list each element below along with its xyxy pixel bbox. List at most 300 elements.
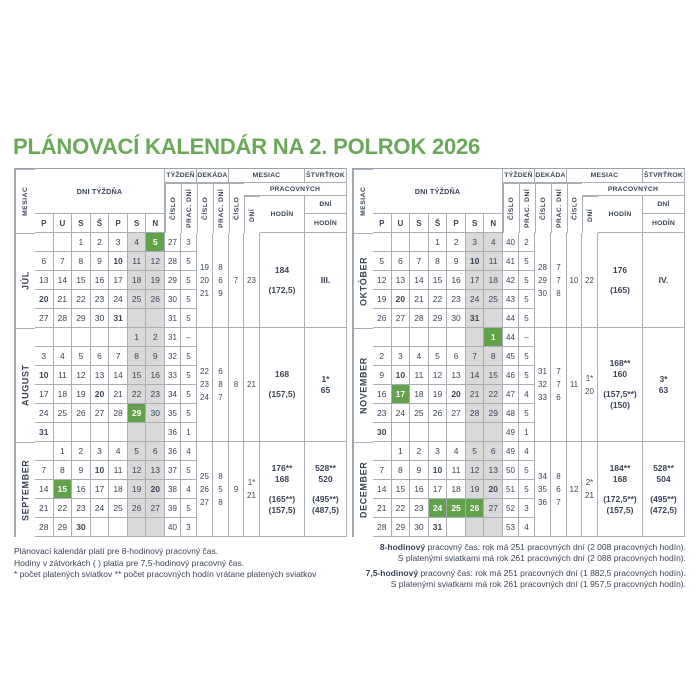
empty-day-cell bbox=[429, 423, 448, 442]
day-cell: 11 bbox=[128, 252, 147, 271]
day-cell: 10 bbox=[91, 461, 110, 480]
quarter-summary-line: 63 bbox=[658, 384, 669, 395]
empty-day-cell bbox=[392, 233, 411, 252]
day-cell: 31 bbox=[466, 309, 485, 328]
header-stvrtrok-hodin: HODÍN bbox=[305, 214, 347, 233]
month-working-days bbox=[582, 233, 598, 328]
day-cell: 12 bbox=[128, 461, 147, 480]
week-working-days: 1 bbox=[519, 423, 535, 442]
day-cell: 19 bbox=[466, 480, 485, 499]
day-cell: 28 bbox=[35, 518, 54, 537]
day-cell: 3 bbox=[35, 347, 54, 366]
day-cell: 14 bbox=[373, 480, 392, 499]
day-cell: 25 bbox=[54, 404, 73, 423]
day-cell: 7 bbox=[373, 461, 392, 480]
day-cell: 10 bbox=[109, 252, 128, 271]
dekada-working-days-line: 6 bbox=[556, 484, 561, 494]
month-working-days bbox=[582, 442, 598, 537]
month-label: SEPTEMBER bbox=[15, 442, 35, 537]
day-cell: 2 bbox=[146, 328, 165, 347]
header-tyzden-prac-dni: PRAC. DNÍ bbox=[519, 183, 535, 233]
footnote-line: S platenými sviatkami má rok 261 pracovných dní (2 088 pracovných hodín). bbox=[397, 553, 686, 563]
week-working-days: 5 bbox=[519, 271, 535, 290]
day-cell: 22 bbox=[128, 385, 147, 404]
day-cell: 17 bbox=[429, 480, 448, 499]
empty-day-cell bbox=[146, 423, 165, 442]
day-cell: 13 bbox=[484, 461, 503, 480]
day-cell: 20 bbox=[146, 480, 165, 499]
day-cell: 4 bbox=[484, 233, 503, 252]
header-mesiac-hodin: HODÍN bbox=[598, 196, 643, 233]
day-cell: 2 bbox=[373, 347, 392, 366]
day-cell: 1 bbox=[128, 328, 147, 347]
day-cell: 27 bbox=[91, 404, 110, 423]
day-cell: 8 bbox=[72, 252, 91, 271]
day-cell: 12 bbox=[146, 252, 165, 271]
day-cell: 26 bbox=[146, 290, 165, 309]
day-cell: 24 bbox=[91, 499, 110, 518]
month-label: DECEMBER bbox=[353, 442, 373, 537]
quarter-summary-line: 1* bbox=[321, 373, 330, 384]
month-working-hours bbox=[260, 328, 305, 442]
day-cell: 26 bbox=[466, 499, 485, 518]
empty-day-cell bbox=[410, 233, 429, 252]
footnotes-left bbox=[14, 546, 346, 581]
quarter-summary-line: IV. bbox=[658, 274, 669, 285]
quarter-summary-line: III. bbox=[320, 274, 331, 285]
empty-day-cell bbox=[410, 328, 429, 347]
header-stvrtrok-dni: DNÍ bbox=[305, 196, 347, 214]
day-cell: 17 bbox=[392, 385, 411, 404]
month-number: 11 bbox=[567, 328, 582, 442]
day-cell: 25 bbox=[410, 404, 429, 423]
header-day-letter: N bbox=[484, 214, 503, 233]
day-cell: 1 bbox=[429, 233, 448, 252]
day-cell: 20 bbox=[447, 385, 466, 404]
week-working-days: 5 bbox=[181, 461, 197, 480]
day-cell: 30 bbox=[373, 423, 392, 442]
dekada-working-days-line: 8 bbox=[556, 288, 561, 298]
day-cell: 16 bbox=[72, 480, 91, 499]
month-label: JÚL bbox=[15, 233, 35, 328]
dekada-working-days-line: 7 bbox=[218, 393, 223, 402]
day-cell: 4 bbox=[128, 233, 147, 252]
month-number: 7 bbox=[229, 233, 244, 328]
week-number: 39 bbox=[165, 499, 181, 518]
day-cell: 21 bbox=[54, 290, 73, 309]
footnote-line: * počet platených sviatkov ** počet pracovných hodín vrátane platených sviatkov bbox=[14, 569, 317, 579]
month-working-hours bbox=[598, 328, 643, 442]
day-cell: 28 bbox=[109, 404, 128, 423]
day-cell: 16 bbox=[373, 385, 392, 404]
month-working-hours-line: (172,5) bbox=[268, 284, 296, 295]
header-tyzden-group: TÝŽDEŇ bbox=[503, 169, 535, 183]
header-day-letter: P bbox=[447, 214, 466, 233]
day-cell: 4 bbox=[447, 442, 466, 461]
day-cell: 9 bbox=[447, 252, 466, 271]
month-working-days bbox=[244, 233, 260, 328]
week-number: 36 bbox=[165, 423, 181, 442]
header-tyzden-prac-dni: PRAC. DNÍ bbox=[181, 183, 197, 233]
dekada-numbers-line: 21 bbox=[200, 288, 209, 298]
month-working-hours-line: 160 bbox=[612, 369, 628, 379]
day-cell: 27 bbox=[447, 404, 466, 423]
week-working-days: 5 bbox=[181, 385, 197, 404]
month-working-hours-line: 184 bbox=[274, 264, 290, 275]
quarter-summary bbox=[305, 328, 347, 442]
header-day-letter: U bbox=[392, 214, 411, 233]
dekada-working-days-line: 6 bbox=[218, 275, 223, 285]
dekada-numbers bbox=[197, 233, 213, 328]
day-cell: 11 bbox=[484, 252, 503, 271]
calendar-table-q3 bbox=[14, 168, 347, 537]
day-cell: 11 bbox=[410, 366, 429, 385]
day-cell: 1 bbox=[54, 442, 73, 461]
day-cell: 24 bbox=[35, 404, 54, 423]
header-mesiac-group: MESIAC bbox=[229, 169, 305, 183]
empty-day-cell bbox=[466, 328, 485, 347]
dekada-numbers-line: 25 bbox=[200, 471, 209, 481]
dekada-numbers-line: 33 bbox=[538, 393, 547, 402]
week-working-days: 4 bbox=[519, 442, 535, 461]
empty-day-cell bbox=[373, 328, 392, 347]
week-working-days: 5 bbox=[181, 366, 197, 385]
empty-day-cell bbox=[91, 518, 110, 537]
quarter-summary bbox=[305, 233, 347, 328]
day-cell: 29 bbox=[54, 518, 73, 537]
empty-day-cell bbox=[447, 328, 466, 347]
week-working-days: 5 bbox=[181, 252, 197, 271]
week-working-days: 5 bbox=[519, 366, 535, 385]
day-cell: 15 bbox=[72, 271, 91, 290]
week-number: 33 bbox=[165, 366, 181, 385]
day-cell: 20 bbox=[91, 385, 110, 404]
day-cell: 18 bbox=[128, 271, 147, 290]
day-cell: 5 bbox=[373, 252, 392, 271]
month-working-hours-line: 168 bbox=[274, 473, 290, 484]
day-cell: 25 bbox=[484, 290, 503, 309]
day-cell: 8 bbox=[392, 461, 411, 480]
empty-day-cell bbox=[128, 423, 147, 442]
header-day-letter: P bbox=[109, 214, 128, 233]
day-cell: 22 bbox=[429, 290, 448, 309]
footnote-line: Hodiny v zátvorkách ( ) platia pre 7,5-hodinový pracovný čas. bbox=[14, 557, 245, 568]
week-working-days: 5 bbox=[519, 461, 535, 480]
dekada-numbers-line: 29 bbox=[538, 275, 547, 285]
month-working-days-line: 20 bbox=[585, 386, 594, 396]
header-mesiac-hodin: HODÍN bbox=[260, 196, 305, 233]
day-cell: 10 bbox=[35, 366, 54, 385]
dekada-numbers-line: 22 bbox=[200, 367, 209, 376]
month-working-hours bbox=[598, 233, 643, 328]
day-cell: 31 bbox=[429, 518, 448, 537]
header-day-letter: U bbox=[54, 214, 73, 233]
month-working-hours-line: 184** bbox=[609, 462, 631, 473]
day-cell: 22 bbox=[392, 499, 411, 518]
header-dekada-prac-dni: PRAC. DNÍ bbox=[213, 183, 229, 233]
week-working-days: 5 bbox=[181, 290, 197, 309]
dekada-working-days-line: 8 bbox=[218, 380, 223, 389]
day-cell: 25 bbox=[128, 290, 147, 309]
day-cell: 26 bbox=[128, 499, 147, 518]
day-cell: 11 bbox=[109, 461, 128, 480]
header-day-letter: S bbox=[466, 214, 485, 233]
day-cell: 27 bbox=[146, 499, 165, 518]
header-dekada-cislo: ČÍSLO bbox=[197, 183, 213, 233]
day-cell: 16 bbox=[410, 480, 429, 499]
month-working-hours-line: 168 bbox=[612, 473, 628, 484]
day-cell: 16 bbox=[146, 366, 165, 385]
week-working-days: 5 bbox=[519, 347, 535, 366]
dekada-numbers-line: 26 bbox=[200, 484, 209, 494]
dekada-working-days-line: 6 bbox=[556, 393, 561, 402]
day-cell: 6 bbox=[146, 442, 165, 461]
month-label: NOVEMBER bbox=[353, 328, 373, 442]
week-number: 42 bbox=[503, 271, 519, 290]
day-cell: 18 bbox=[109, 480, 128, 499]
day-cell: 8 bbox=[429, 252, 448, 271]
dekada-numbers bbox=[535, 233, 551, 328]
month-working-days bbox=[582, 328, 598, 442]
header-stvrtrok-group: ŠTVRŤROK bbox=[305, 169, 347, 183]
empty-day-cell bbox=[128, 518, 147, 537]
dekada-numbers-line: 23 bbox=[200, 380, 209, 389]
dekada-working-days-line: 7 bbox=[556, 497, 561, 507]
quarter-summary-line: 3* bbox=[659, 373, 668, 384]
day-cell: 7 bbox=[35, 461, 54, 480]
dekada-working-days-line: 5 bbox=[218, 484, 223, 494]
month-working-days-line: 21 bbox=[585, 491, 594, 500]
month-working-hours-line: 176 bbox=[612, 264, 628, 275]
day-cell: 16 bbox=[91, 271, 110, 290]
week-working-days: 5 bbox=[519, 309, 535, 328]
header-dni-tyzdna: DNI TÝŽDŇA bbox=[373, 169, 503, 214]
week-number: 29 bbox=[165, 271, 181, 290]
empty-day-cell bbox=[128, 309, 147, 328]
header-tyzden-group: TÝŽDEŇ bbox=[165, 169, 197, 183]
day-cell: 18 bbox=[54, 385, 73, 404]
day-cell: 30 bbox=[91, 309, 110, 328]
day-cell: 29 bbox=[392, 518, 411, 537]
day-cell: 15 bbox=[128, 366, 147, 385]
month-working-days-line: 2* bbox=[585, 478, 594, 487]
day-cell: 24 bbox=[466, 290, 485, 309]
quarter-summary-line: (495**) bbox=[312, 493, 339, 504]
day-cell: 6 bbox=[484, 442, 503, 461]
week-number: 31 bbox=[165, 309, 181, 328]
dekada-numbers bbox=[197, 328, 213, 442]
week-number: 28 bbox=[165, 252, 181, 271]
empty-day-cell bbox=[146, 309, 165, 328]
dekada-working-days-line: 8 bbox=[556, 471, 561, 481]
day-cell: 12 bbox=[466, 461, 485, 480]
day-cell: 3 bbox=[91, 442, 110, 461]
day-cell: 11 bbox=[447, 461, 466, 480]
day-cell: 27 bbox=[35, 309, 54, 328]
week-number: 34 bbox=[165, 385, 181, 404]
week-working-days: 4 bbox=[181, 442, 197, 461]
day-cell: 30 bbox=[72, 518, 91, 537]
day-cell: 5 bbox=[466, 442, 485, 461]
dekada-numbers-line: 34 bbox=[538, 471, 547, 481]
empty-day-cell bbox=[429, 328, 448, 347]
header-day-letter: S bbox=[72, 214, 91, 233]
quarter-summary-line: (487,5) bbox=[312, 504, 339, 515]
month-number: 10 bbox=[567, 233, 582, 328]
day-cell: 9 bbox=[146, 347, 165, 366]
month-working-hours-line: (165**) bbox=[268, 493, 296, 504]
day-cell: 18 bbox=[447, 480, 466, 499]
week-working-days: 5 bbox=[181, 499, 197, 518]
month-number: 8 bbox=[229, 328, 244, 442]
week-number: 51 bbox=[503, 480, 519, 499]
day-cell: 8 bbox=[484, 347, 503, 366]
footnote-line: S platenými sviatkami má rok 261 pracovných dní (1 957,5 pracovných hodín). bbox=[390, 579, 686, 589]
day-cell: 15 bbox=[54, 480, 73, 499]
day-cell: 28 bbox=[410, 309, 429, 328]
day-cell: 13 bbox=[91, 366, 110, 385]
dekada-working-days bbox=[213, 233, 229, 328]
dekada-numbers bbox=[535, 442, 551, 537]
day-cell: 14 bbox=[35, 480, 54, 499]
quarter-summary-line: 520 bbox=[318, 473, 333, 484]
week-number: 41 bbox=[503, 252, 519, 271]
week-number: 31 bbox=[165, 328, 181, 347]
month-number: 12 bbox=[567, 442, 582, 537]
month-working-days-line: 1* bbox=[247, 478, 256, 487]
dekada-numbers-line: 36 bbox=[538, 497, 547, 507]
quarter-summary-line: 528** bbox=[653, 462, 674, 473]
dekada-numbers bbox=[535, 328, 551, 442]
week-number: 49 bbox=[503, 423, 519, 442]
day-cell: 31 bbox=[35, 423, 54, 442]
day-cell: 24 bbox=[429, 499, 448, 518]
week-working-days: 3 bbox=[519, 499, 535, 518]
week-number: 36 bbox=[165, 442, 181, 461]
dekada-working-days-line: 7 bbox=[556, 367, 561, 376]
empty-day-cell bbox=[35, 442, 54, 461]
day-cell: 21 bbox=[109, 385, 128, 404]
header-day-letter: P bbox=[35, 214, 54, 233]
month-working-hours-line: 168** bbox=[609, 358, 631, 368]
empty-day-cell bbox=[91, 423, 110, 442]
day-cell: 12 bbox=[373, 271, 392, 290]
week-working-days: 3 bbox=[181, 233, 197, 252]
header-day-letter: Š bbox=[429, 214, 448, 233]
day-cell: 26 bbox=[373, 309, 392, 328]
header-tyzden-cislo: ČÍSLO bbox=[165, 183, 181, 233]
day-cell: 9 bbox=[91, 252, 110, 271]
dekada-numbers-line: 31 bbox=[538, 367, 547, 376]
empty-day-cell bbox=[466, 423, 485, 442]
day-cell: 23 bbox=[373, 404, 392, 423]
day-cell: 8 bbox=[54, 461, 73, 480]
header-stvrtrok-dni: DNÍ bbox=[643, 196, 685, 214]
day-cell: 25 bbox=[447, 499, 466, 518]
header-pracovnych: PRACOVNÝCH bbox=[244, 183, 347, 196]
day-cell: 23 bbox=[72, 499, 91, 518]
week-number: 37 bbox=[165, 461, 181, 480]
week-working-days: – bbox=[519, 328, 535, 347]
day-cell: 14 bbox=[54, 271, 73, 290]
week-working-days: 4 bbox=[181, 480, 197, 499]
empty-day-cell bbox=[72, 423, 91, 442]
footnote-line: 8-hodinový pracovný čas: rok má 251 pracovných dní (2 008 pracovných hodín). bbox=[379, 542, 686, 552]
day-cell: 21 bbox=[410, 290, 429, 309]
empty-day-cell bbox=[54, 423, 73, 442]
quarter-summary bbox=[643, 233, 685, 328]
empty-day-cell bbox=[484, 518, 503, 537]
day-cell: 15 bbox=[429, 271, 448, 290]
month-working-hours bbox=[260, 233, 305, 328]
month-working-days-line: 22 bbox=[585, 275, 594, 285]
day-cell: 2 bbox=[91, 233, 110, 252]
header-tyzden-cislo: ČÍSLO bbox=[503, 183, 519, 233]
empty-day-cell bbox=[91, 328, 110, 347]
day-cell: 9 bbox=[410, 461, 429, 480]
calendar-table-q4 bbox=[352, 168, 685, 537]
week-number: 50 bbox=[503, 461, 519, 480]
week-working-days: 5 bbox=[181, 347, 197, 366]
day-cell: 13 bbox=[447, 366, 466, 385]
day-cell: 3 bbox=[466, 233, 485, 252]
dekada-numbers bbox=[197, 442, 213, 537]
header-mesiac-column: MESIAC bbox=[353, 169, 373, 233]
week-number: 44 bbox=[503, 328, 519, 347]
day-cell: 17 bbox=[91, 480, 110, 499]
day-cell: 5 bbox=[429, 347, 448, 366]
day-cell: 22 bbox=[72, 290, 91, 309]
month-working-hours-line: 176** bbox=[271, 462, 293, 473]
day-cell: 10 bbox=[392, 366, 411, 385]
dekada-numbers-line: 20 bbox=[200, 275, 209, 285]
dekada-working-days-line: 8 bbox=[218, 497, 223, 507]
day-cell: 3 bbox=[429, 442, 448, 461]
day-cell: 30 bbox=[447, 309, 466, 328]
week-working-days: 5 bbox=[181, 309, 197, 328]
week-number: 27 bbox=[165, 233, 181, 252]
day-cell: 31 bbox=[109, 309, 128, 328]
week-working-days: 5 bbox=[519, 252, 535, 271]
empty-day-cell bbox=[54, 328, 73, 347]
day-cell: 10 bbox=[466, 252, 485, 271]
day-cell: 19 bbox=[72, 385, 91, 404]
month-working-hours-line: 168 bbox=[274, 369, 290, 379]
dekada-working-days bbox=[551, 233, 567, 328]
day-cell: 1 bbox=[484, 328, 503, 347]
day-cell: 17 bbox=[35, 385, 54, 404]
header-pracovnych: PRACOVNÝCH bbox=[582, 183, 685, 196]
day-cell: 13 bbox=[392, 271, 411, 290]
footnotes-right bbox=[346, 542, 686, 590]
month-working-days-line: 21 bbox=[247, 380, 256, 389]
week-number: 32 bbox=[165, 347, 181, 366]
month-working-hours-line: (165) bbox=[610, 284, 630, 295]
day-cell: 10 bbox=[429, 461, 448, 480]
month-number: 9 bbox=[229, 442, 244, 537]
empty-day-cell bbox=[373, 442, 392, 461]
day-cell: 20 bbox=[35, 290, 54, 309]
dekada-working-days-line: 7 bbox=[556, 262, 561, 272]
day-cell: 4 bbox=[54, 347, 73, 366]
header-mesiac-dni: DNÍ bbox=[244, 196, 260, 233]
dekada-working-days bbox=[213, 328, 229, 442]
week-number: 47 bbox=[503, 385, 519, 404]
week-working-days: 5 bbox=[181, 271, 197, 290]
empty-day-cell bbox=[109, 518, 128, 537]
month-working-days-line: 1* bbox=[585, 373, 594, 383]
header-day-letter: S bbox=[128, 214, 147, 233]
